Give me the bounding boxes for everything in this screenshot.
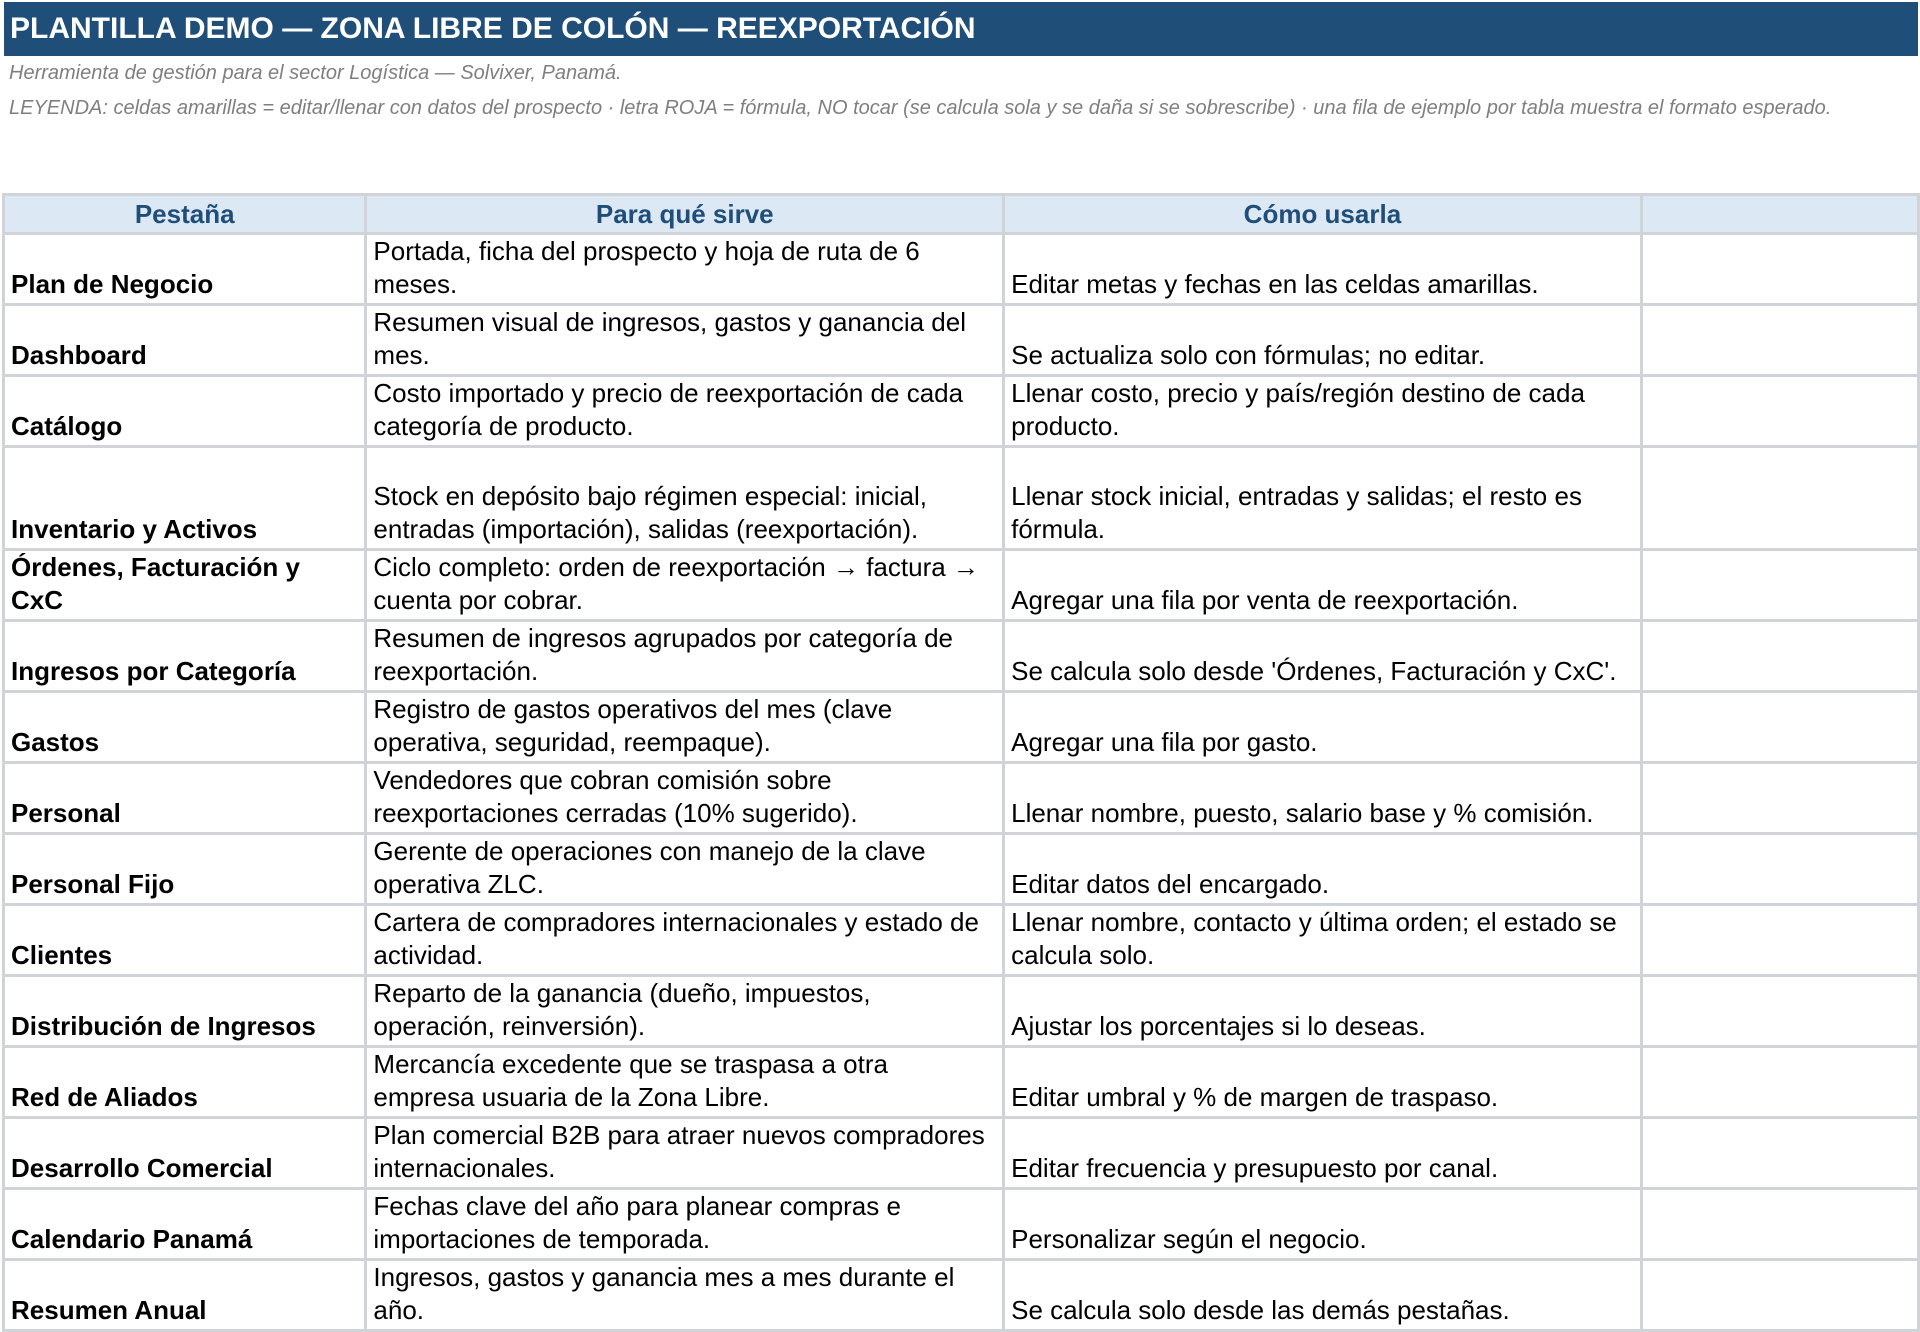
column-header-empty[interactable] (1641, 195, 1918, 234)
tab-name-cell[interactable]: Personal (4, 763, 366, 834)
table-row (4, 1118, 1919, 1189)
tab-name-cell[interactable]: Distribución de Ingresos (4, 976, 366, 1047)
empty-cell[interactable] (1641, 763, 1918, 834)
empty-cell[interactable] (1641, 834, 1918, 905)
table-row (4, 447, 1919, 550)
table-header-row (4, 195, 1919, 234)
empty-cell[interactable] (1641, 1189, 1918, 1260)
empty-cell[interactable] (1641, 1260, 1918, 1331)
legend-note: LEYENDA: celdas amarillas = editar/llenar con datos del prospecto · letra ROJA = fórmula, NO tocar (se calcula sola y se daña si se sobrescribe) · una fila de ejemplo por tabla muestra el formato esperado. (9, 97, 1832, 119)
tab-name-cell[interactable]: Ingresos por Categoría (4, 621, 366, 692)
usage-cell[interactable]: Editar umbral y % de margen de traspaso. (1004, 1047, 1642, 1118)
usage-cell[interactable]: Editar frecuencia y presupuesto por canal. (1004, 1118, 1642, 1189)
table-row (4, 1047, 1919, 1118)
table-row (4, 376, 1919, 447)
tab-name-cell[interactable]: Catálogo (4, 376, 366, 447)
column-header-usage[interactable]: Cómo usarla (1004, 195, 1642, 234)
purpose-cell[interactable]: Ingresos, gastos y ganancia mes a mes durante el año. (366, 1260, 1004, 1331)
tab-name-cell[interactable]: Personal Fijo (4, 834, 366, 905)
empty-cell[interactable] (1641, 447, 1918, 550)
table-row (4, 550, 1919, 621)
usage-cell[interactable]: Llenar stock inicial, entradas y salidas; el resto es fórmula. (1004, 447, 1642, 550)
sheet-subtitle: Herramienta de gestión para el sector Logística — Solvixer, Panamá. (9, 62, 622, 84)
tab-name-cell[interactable]: Gastos (4, 692, 366, 763)
empty-cell[interactable] (1641, 234, 1918, 305)
usage-cell[interactable]: Se calcula solo desde 'Órdenes, Facturación y CxC'. (1004, 621, 1642, 692)
empty-cell[interactable] (1641, 905, 1918, 976)
table-row (4, 763, 1919, 834)
purpose-cell[interactable]: Resumen de ingresos agrupados por categoría de reexportación. (366, 621, 1004, 692)
table-row (4, 305, 1919, 376)
purpose-cell[interactable]: Stock en depósito bajo régimen especial: inicial, entradas (importación), salidas (reexportación). (366, 447, 1004, 550)
table-row (4, 976, 1919, 1047)
purpose-cell[interactable]: Gerente de operaciones con manejo de la clave operativa ZLC. (366, 834, 1004, 905)
purpose-cell[interactable]: Ciclo completo: orden de reexportación → factura → cuenta por cobrar. (366, 550, 1004, 621)
usage-cell[interactable]: Personalizar según el negocio. (1004, 1189, 1642, 1260)
tab-name-cell[interactable]: Red de Aliados (4, 1047, 366, 1118)
tab-name-cell[interactable]: Dashboard (4, 305, 366, 376)
usage-cell[interactable]: Agregar una fila por gasto. (1004, 692, 1642, 763)
tabs-guide-table (2, 193, 1920, 1332)
table-row (4, 1260, 1919, 1331)
tab-name-cell[interactable]: Clientes (4, 905, 366, 976)
usage-cell[interactable]: Agregar una fila por venta de reexportación. (1004, 550, 1642, 621)
table-row (4, 692, 1919, 763)
purpose-cell[interactable]: Fechas clave del año para planear compras e importaciones de temporada. (366, 1189, 1004, 1260)
tab-name-cell[interactable]: Plan de Negocio (4, 234, 366, 305)
table-row (4, 234, 1919, 305)
empty-cell[interactable] (1641, 621, 1918, 692)
purpose-cell[interactable]: Mercancía excedente que se traspasa a otra empresa usuaria de la Zona Libre. (366, 1047, 1004, 1118)
tab-name-cell[interactable]: Calendario Panamá (4, 1189, 366, 1260)
purpose-cell[interactable]: Reparto de la ganancia (dueño, impuestos, operación, reinversión). (366, 976, 1004, 1047)
usage-cell[interactable]: Ajustar los porcentajes si lo deseas. (1004, 976, 1642, 1047)
purpose-cell[interactable]: Portada, ficha del prospecto y hoja de ruta de 6 meses. (366, 234, 1004, 305)
table-row (4, 834, 1919, 905)
tab-name-cell[interactable]: Desarrollo Comercial (4, 1118, 366, 1189)
empty-cell[interactable] (1641, 976, 1918, 1047)
empty-cell[interactable] (1641, 1047, 1918, 1118)
tab-name-cell[interactable]: Resumen Anual (4, 1260, 366, 1331)
usage-cell[interactable]: Editar metas y fechas en las celdas amarillas. (1004, 234, 1642, 305)
column-header-purpose[interactable]: Para qué sirve (366, 195, 1004, 234)
empty-cell[interactable] (1641, 376, 1918, 447)
column-header-tab[interactable]: Pestaña (4, 195, 366, 234)
tab-name-cell[interactable]: Inventario y Activos (4, 447, 366, 550)
usage-cell[interactable]: Se actualiza solo con fórmulas; no editar. (1004, 305, 1642, 376)
purpose-cell[interactable]: Vendedores que cobran comisión sobre reexportaciones cerradas (10% sugerido). (366, 763, 1004, 834)
usage-cell[interactable]: Llenar nombre, puesto, salario base y % comisión. (1004, 763, 1642, 834)
table-row (4, 621, 1919, 692)
empty-cell[interactable] (1641, 1118, 1918, 1189)
purpose-cell[interactable]: Plan comercial B2B para atraer nuevos compradores internacionales. (366, 1118, 1004, 1189)
usage-cell[interactable]: Se calcula solo desde las demás pestañas. (1004, 1260, 1642, 1331)
empty-cell[interactable] (1641, 305, 1918, 376)
purpose-cell[interactable]: Resumen visual de ingresos, gastos y ganancia del mes. (366, 305, 1004, 376)
empty-cell[interactable] (1641, 692, 1918, 763)
usage-cell[interactable]: Llenar costo, precio y país/región destino de cada producto. (1004, 376, 1642, 447)
purpose-cell[interactable]: Registro de gastos operativos del mes (clave operativa, seguridad, reempaque). (366, 692, 1004, 763)
purpose-cell[interactable]: Cartera de compradores internacionales y estado de actividad. (366, 905, 1004, 976)
tab-name-cell[interactable]: Órdenes, Facturación y CxC (4, 550, 366, 621)
purpose-cell[interactable]: Costo importado y precio de reexportación de cada categoría de producto. (366, 376, 1004, 447)
table-row (4, 905, 1919, 976)
table-row (4, 1189, 1919, 1260)
empty-cell[interactable] (1641, 550, 1918, 621)
usage-cell[interactable]: Llenar nombre, contacto y última orden; el estado se calcula solo. (1004, 905, 1642, 976)
usage-cell[interactable]: Editar datos del encargado. (1004, 834, 1642, 905)
sheet-title: PLANTILLA DEMO — ZONA LIBRE DE COLÓN — REEXPORTACIÓN (4, 2, 1918, 56)
